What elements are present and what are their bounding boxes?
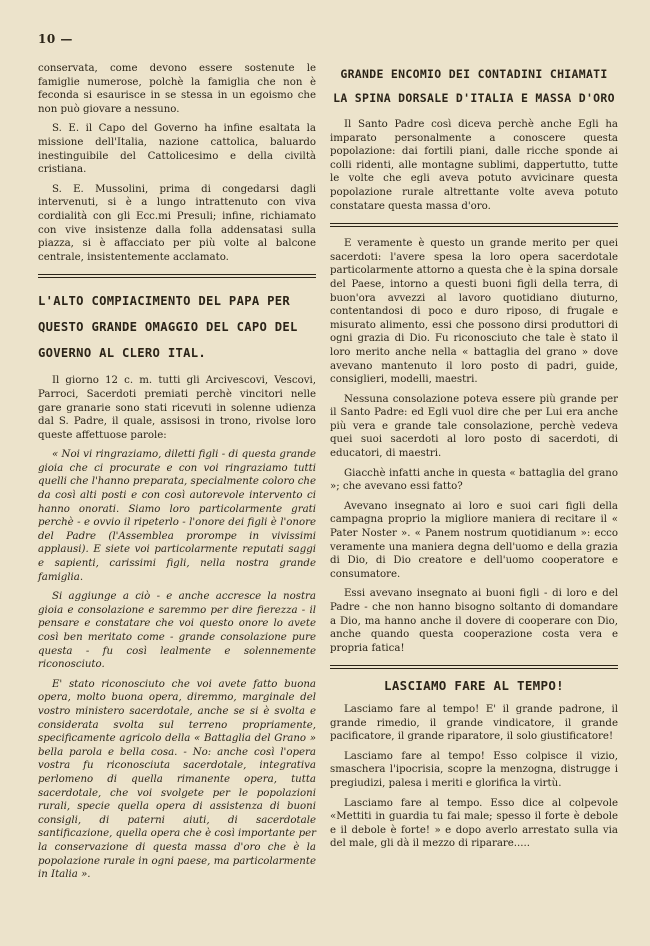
article-paragraph: Lasciamo fare al tempo. Esso dice al colpevole «Mettiti in guardia tu fai male; spesso il forte è debole e il debole è forte! » e dopo averlo arrestato sulla via del male, gli dà il mezzo di riparare..... (330, 797, 618, 850)
article-paragraph: Giacchè infatti anche in questa « battaglia del grano »; che avevano essi fatto? (330, 467, 618, 493)
article-paragraph: Il Santo Padre così diceva perchè anche Egli ha imparato personalmente a conoscere questa popolazione: dai fortili piani, dalle ricche sponde ai colli ridenti, alle montagne sublimi, dappertutto, tutte le volte che egli aveva potuto avvicinare questa popolazione rurale altrettante volte aveva potuto constatare questa massa d'oro. (330, 119, 618, 212)
section-divider (330, 665, 618, 669)
article-paragraph: Nessuna consolazione poteva essere più grande per il Santo Padre: ed Egli vuol dire che per Lui era anche più vera e grande tale consolazione, perchè vedeva quei suoi sacerdoti al loro posto di sacerdoti, di educatori, di maestri. (330, 393, 618, 460)
article-headline: L'ALTO COMPIACIMENTO DEL PAPA PER QUESTO GRANDE OMAGGIO DEL CAPO DEL GOVERNO AL CLERO ITAL. (38, 294, 298, 361)
article-headline: GRANDE ENCOMIO DEI CONTADINI CHIAMATI LA SPINA DORSALE D'ITALIA E MASSA D'ORO (333, 67, 615, 105)
right-column (330, 62, 618, 857)
quote-paragraph: E' stato riconosciuto che voi avete fatto buona opera, molto buona opera, diremmo, marginale del vostro ministero sacerdotale, anche se si è svolta e considerata svolta sul terreno propriamente, specificamente agricolo della « Battaglia del Grano » bella parola e bella cosa. - No: anche così l'opera vostra fu riconosciuta sacerdotale, integrativa perlomeno di quella rimanente opera, tutta sacerdotale, che voi svolgete per le popolazioni rurali, specie quella opera di assistenza di buoni consigli, di paterni aiuti, di sacerdotale santificazione, quella opera che è così importante per la conservazione di questa massa d'oro che è la popolazione rurale in ogni paese, ma particolarmente in Italia ». (38, 678, 316, 881)
article-paragraph: Avevano insegnato ai loro e suoi cari figli della campagna proprio la migliore maniera di recitare il « Pater Noster ». « Panem nostrum quotidianum »: ecco veramente una maniera degna dell'uomo e della grazia di Dio, di Dio creatore e dell'uomo cooperatore e consumatore. (330, 500, 618, 580)
intro-paragraph: conservata, come devono essere sostenute le famiglie numerose, polchè la famiglia che non è feconda si esaurisce in se stessa in un egoismo che non può giovare a nessuno. (38, 63, 316, 115)
section-divider (330, 223, 618, 227)
article-paragraph: Essi avevano insegnato ai buoni figli - di loro e del Padre - che non hanno bisogno soltanto di domandare a Dio, ma hanno anche il dovere di cooperare con Dio, anche quando questa cooperazione costa vera e propria fatica! (330, 588, 618, 654)
intro-paragraph: S. E. il Capo del Governo ha infine esaltata la missione dell'Italia, nazione cattolica, baluardo inestinguibile del Cattolicesimo e della civiltà cristiana. (38, 123, 316, 176)
article-paragraph: Il giorno 12 c. m. tutti gli Arcivescovi, Vescovi, Parroci, Sacerdoti premiati perchè vincitori nelle gare granarie sono stati ricevuti in solenne udienza dal S. Padre, il quale, assisosi in trono, rivolse loro queste affettuose parole: (38, 375, 316, 441)
page-number: 10 — (38, 32, 73, 46)
article-headline: LASCIAMO FARE AL TEMPO! (384, 678, 564, 694)
intro-paragraph: S. E. Mussolini, prima di congedarsi dagli intervenuti, si è a lungo intrattenuto con viva cordialità con gli Ecc.mi Presuli; infine, richiamato con vive insistenze dalla folla addensatasi sulla piazza, si è affacciato per più volte al balcone centrale, insistentemente acclamato. (38, 183, 316, 263)
article-paragraph: E veramente è questo un grande merito per quei sacerdoti: l'avere spesa la loro opera sacerdotale particolarmente attorno a questa che è la spina dorsale del Paese, intorno a questi buoni figli della terra, di buon'ora avvezzi al lavoro quotidiano diuturno, contentandosi di poco e duro riposo, di frugale e misurato alimento, essi che possono dirsi produttori di ogni grazia di Dio. Fu riconosciuto che tale è stato il loro merito anche nella « battaglia del grano » dove avevano mantenuto il loro posto di padri, guide, consiglieri, modelli, maestri. (330, 238, 618, 386)
article-paragraph: Lasciamo fare al tempo! E' il grande padrone, il grande rimedio, il grande vindicatore, il grande pacificatore, il grande riparatore, il solo giustificatore! (330, 703, 618, 743)
quote-paragraph: « Noi vi ringraziamo, diletti figli - di questa grande gioia che ci procurate e con voi ringraziamo tutti quelli che l'hanno preparata, specialmente coloro che da così alti posti e con così autorevole intervento ci hanno onorati. Siamo loro particolarmente grati perchè - e ovvio il ripeterlo - l'onore dei figli è l'onore del Padre (l'Assemblea prorompe in vivissimi applausi). E siete voi particolarmente reputati saggi e sapienti, carissimi figli, nella nostra grande famiglia. (38, 449, 316, 583)
section-divider (38, 274, 316, 278)
left-column (38, 62, 316, 888)
article-paragraph: Lasciamo fare al tempo! Esso colpisce il vizio, smaschera l'ipocrisia, scopre la menzogna, distrugge i pregiudizi, palesa i meriti e glorifica la virtù. (330, 750, 618, 789)
quote-paragraph: Si aggiunge a ciò - e anche accresce la nostra gioia e consolazione e saremmo per dire fierezza - il pensare e constatare che voi questo onore lo avete così ben meritato come - grande consolazione pure questa - fu così lealmente e solennemente riconosciuto. (38, 591, 316, 671)
